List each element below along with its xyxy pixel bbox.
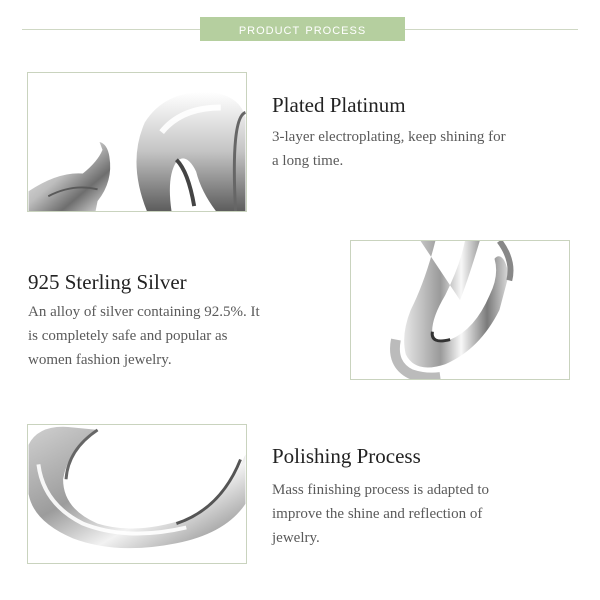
header-divider-left [22, 29, 200, 30]
ring-closeup-image-2 [351, 241, 569, 379]
ring-detail-photo-2 [350, 240, 570, 380]
header-divider-right [405, 29, 578, 30]
feature-title-plated-platinum: Plated Platinum [272, 93, 406, 117]
ring-closeup-image-3 [28, 425, 246, 563]
description-line: 3-layer electroplating, keep shining for [272, 129, 506, 145]
description-line: a long time. [272, 153, 344, 169]
ring-closeup-image-1 [28, 73, 246, 211]
feature-title-sterling-silver: 925 Sterling Silver [28, 270, 187, 294]
ring-detail-photo-1 [27, 72, 247, 212]
description-line: Mass finishing process is adapted to [272, 482, 490, 498]
description-line: jewelry. [272, 530, 320, 546]
feature-description-sterling-silver [28, 300, 328, 372]
description-line: improve the shine and reflection of [272, 506, 483, 522]
section-header-title: product process [238, 20, 367, 38]
description-line: is completely safe and popular as [28, 328, 228, 344]
description-line: An alloy of silver containing 92.5%. It [28, 304, 260, 320]
feature-title-polishing-process: Polishing Process [272, 444, 421, 468]
feature-description-plated-platinum [272, 125, 572, 173]
ring-detail-photo-3 [27, 424, 247, 564]
description-line: women fashion jewelry. [28, 352, 172, 368]
feature-description-polishing-process [272, 478, 572, 550]
section-header-banner [200, 17, 405, 41]
